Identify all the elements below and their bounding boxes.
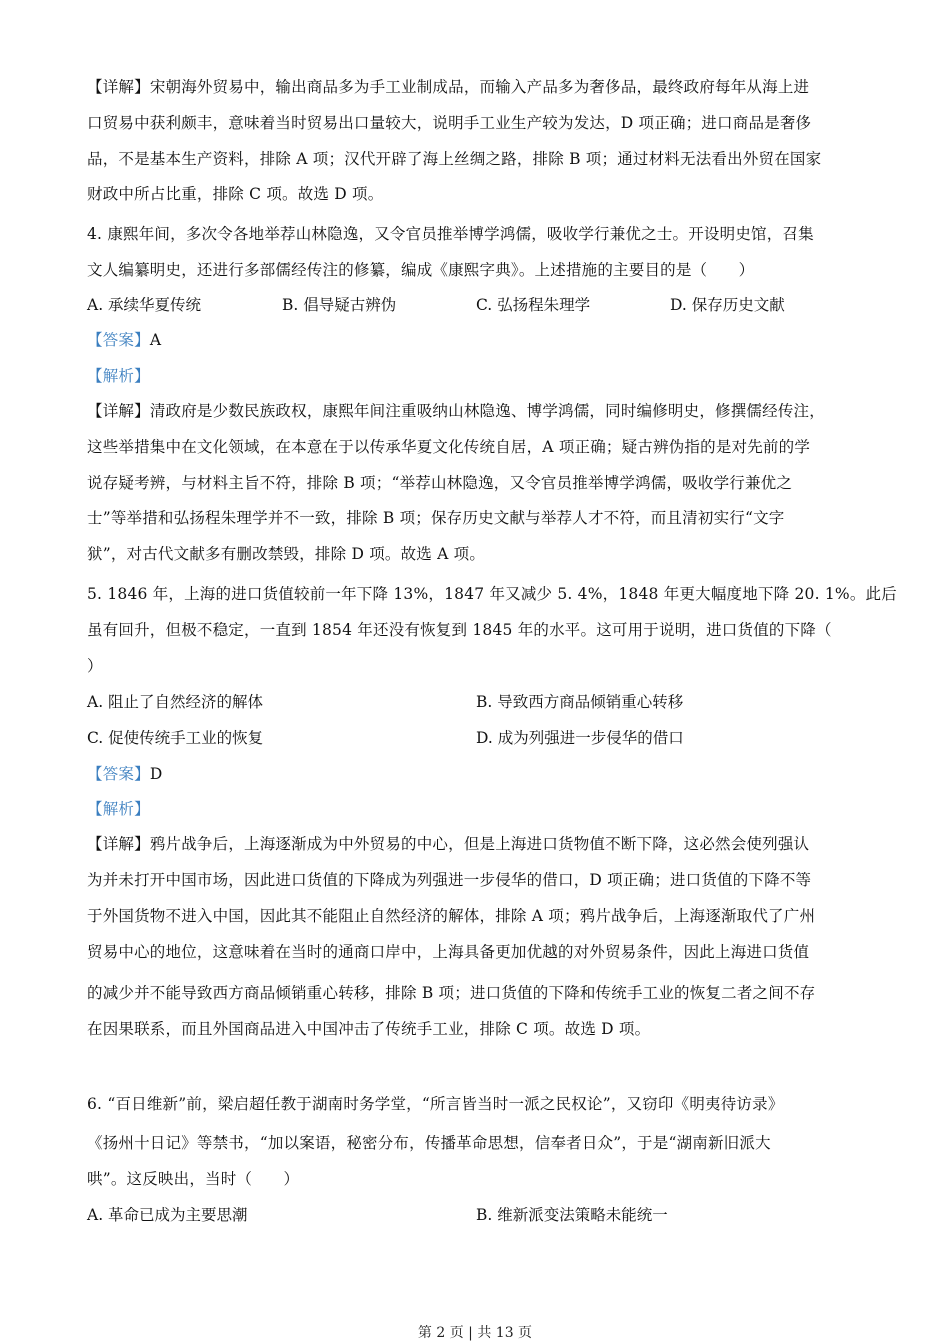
q5-detail-line-3: 于外国货物不进入中国，因此其不能阻止自然经济的解体，排除 A 项；鸦片战争后，上海逐渐取代了广州: [87, 907, 816, 925]
q5-stem-line-3: ）: [87, 657, 103, 675]
q4-detail-line-5: 狱”，对古代文献多有删改禁毁，排除 D 项。故选 A 项。: [87, 545, 486, 563]
q4-analysis-label: 【解析】: [87, 367, 150, 385]
q6-option-b: B. 维新派变法策略未能统一: [476, 1206, 668, 1224]
q5-option-b: B. 导致西方商品倾销重心转移: [476, 693, 684, 711]
q5-detail-line-1: 【详解】鸦片战争后，上海逐渐成为中外贸易的中心，但是上海进口货物值不断下降，这必然会使列强认: [87, 835, 810, 853]
q6-stem-line-1: 6. “百日维新”前，梁启超任教于湖南时务学堂，“所言皆当时一派之民权论”，又窃印《明夷待访录》: [87, 1095, 784, 1113]
q5-option-a: A. 阻止了自然经济的解体: [87, 693, 264, 711]
q5-stem-line-2: 虽有回升，但极不稳定，一直到 1854 年还没有恢复到 1845 年的水平。这可用于说明，进口货值的下降（: [87, 621, 832, 639]
q4-stem-line-2: 文人编纂明史，还进行多部儒经传注的修纂，编成《康熙字典》。上述措施的主要目的是（ ）: [87, 261, 755, 279]
q5-option-d: D. 成为列强进一步侵华的借口: [476, 729, 684, 747]
q3-detail-line-2: 口贸易中获利颇丰，意味着当时贸易出口量较大，说明手工业生产较为发达，D 项正确；进口商品是奢侈: [87, 114, 812, 132]
q3-detail-line-3: 品，不是基本生产资料，排除 A 项；汉代开辟了海上丝绸之路，排除 B 项；通过材料无法看出外贸在国家: [87, 150, 822, 168]
q4-answer: [87, 330, 161, 350]
q5-answer-label: 【答案】: [87, 765, 150, 783]
q4-answer-value: A: [149, 331, 162, 349]
q4-detail-line-4: 士”等举措和弘扬程朱理学并不一致，排除 B 项；保存历史文献与举荐人才不符，而且清初实行“文字: [87, 509, 785, 527]
page-footer: 第 2 页 | 共 13 页: [417, 1325, 533, 1341]
q5-detail-line-4: 贸易中心的地位，这意味着在当时的通商口岸中，上海具备更加优越的对外贸易条件，因此上海进口货值: [87, 943, 810, 961]
q5-stem-line-1: 5. 1846 年，上海的进口货值较前一年下降 13%，1847 年又减少 5. 4%，1848 年更大幅度地下降 20. 1%。此后: [87, 585, 897, 603]
q4-option-a: A. 承续华夏传统: [87, 296, 202, 314]
q4-option-b: B. 倡导疑古辨伪: [282, 296, 397, 314]
q5-analysis-label: 【解析】: [87, 800, 150, 818]
q4-option-c: C. 弘扬程朱理学: [476, 296, 591, 314]
q4-detail-line-2: 这些举措集中在文化领域，在本意在于以传承华夏文化传统自居，A 项正确；疑古辨伪指的是对先前的学: [87, 438, 811, 456]
q5-detail-line-6: 在因果联系，而且外国商品进入中国冲击了传统手工业，排除 C 项。故选 D 项。: [87, 1020, 651, 1038]
q4-detail-label: 【详解】: [87, 402, 150, 420]
q3-detail-label: 【详解】: [87, 78, 150, 96]
q5-answer: [87, 764, 162, 784]
q4-detail-line-3: 说存疑考辨，与材料主旨不符，排除 B 项；“举荐山林隐逸，又令官员推举博学鸿儒，吸收学行兼优之: [87, 474, 793, 492]
q6-stem-line-3: 哄”。这反映出，当时（ ）: [87, 1170, 300, 1188]
q5-detail-line-2: 为并未打开中国市场，因此进口货值的下降成为列强进一步侵华的借口，D 项正确；进口货值的下降不等: [87, 871, 812, 889]
q5-answer-value: D: [149, 765, 163, 783]
q3-detail-line-4: 财政中所占比重，排除 C 项。故选 D 项。: [87, 185, 384, 203]
q4-stem-line-1: 4. 康熙年间，多次令各地举荐山林隐逸，又令官员推举博学鸿儒，吸收学行兼优之士。开设明史馆，召集: [87, 225, 814, 243]
q5-option-c: C. 促使传统手工业的恢复: [87, 729, 264, 747]
q6-option-a: A. 革命已成为主要思潮: [87, 1206, 248, 1224]
q5-detail-line-5: 的减少并不能导致西方商品倾销重心转移，排除 B 项；进口货值的下降和传统手工业的恢复二者之间不存: [87, 984, 816, 1002]
q4-option-d: D. 保存历史文献: [670, 296, 785, 314]
q6-stem-line-2: 《扬州十日记》等禁书，“加以案语，秘密分布，传播革命思想，信奉者日众”，于是“湖南新旧派大: [87, 1134, 771, 1152]
q4-detail-line-1: 【详解】清政府是少数民族政权，康熙年间注重吸纳山林隐逸、博学鸿儒，同时编修明史，修撰儒经传注，: [87, 402, 825, 420]
q4-answer-label: 【答案】: [87, 331, 150, 349]
q3-detail-line-1: 【详解】宋朝海外贸易中，输出商品多为手工业制成品，而输入产品多为奢侈品，最终政府每年从海上进: [87, 78, 810, 96]
q5-detail-label: 【详解】: [87, 835, 150, 853]
